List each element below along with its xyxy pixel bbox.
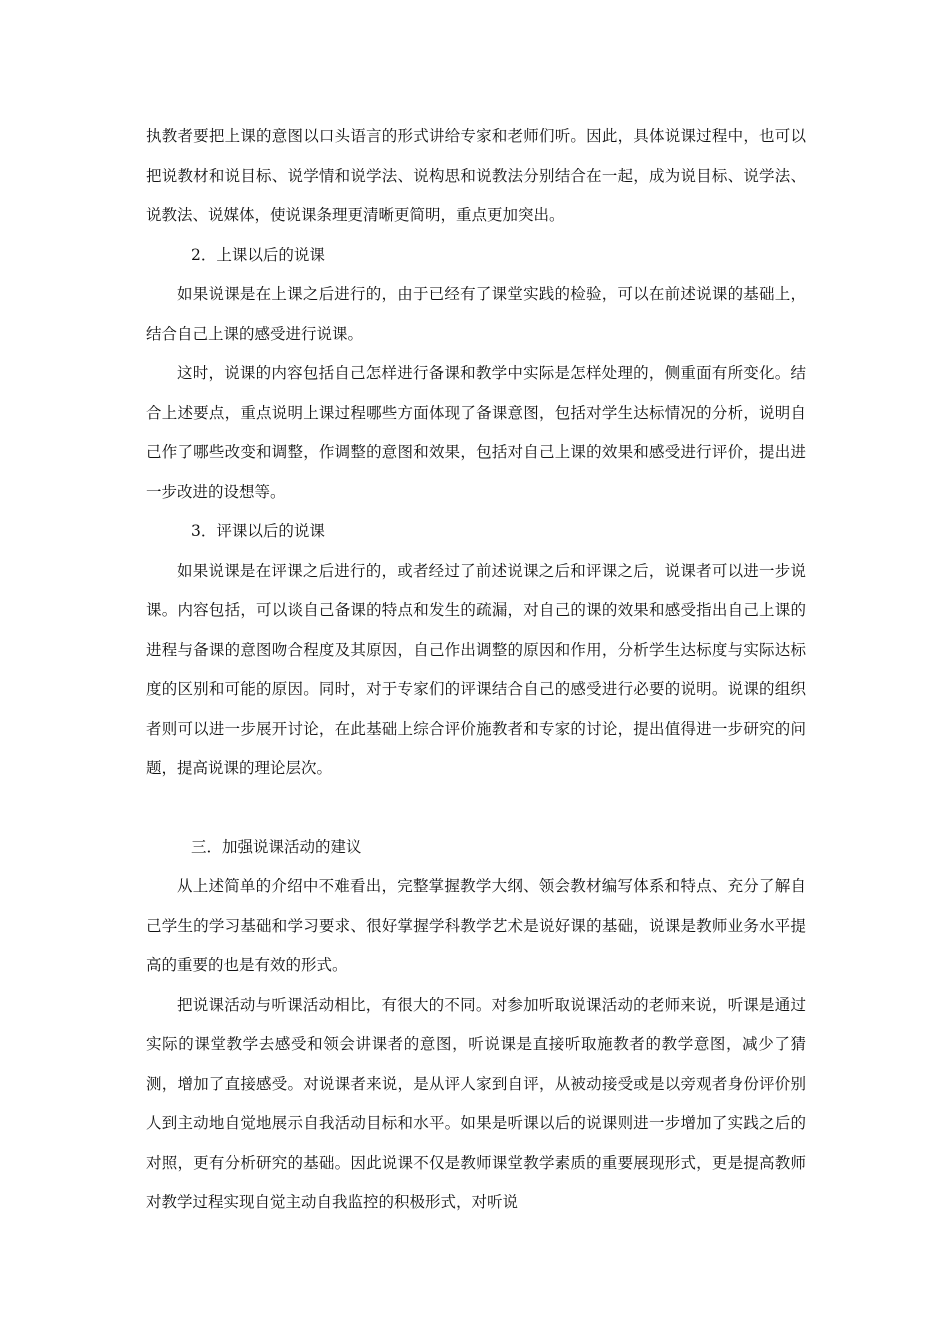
paragraph: 如果说课是在上课之后进行的，由于已经有了课堂实践的检验，可以在前述说课的基础上，结合自己上课的感受进行说课。 [146,285,806,343]
section-heading: 3．评课以后的说课 [191,522,325,540]
paragraph: 执教者要把上课的意图以口头语言的形式讲给专家和老师们听。因此，具体说课过程中，也可以把说教材和说目标、说学情和说学法、说构思和说教法分别结合在一起，成为说目标、说学法、说教法、说媒体，使说课条理更清晰更简明，重点更加突出。 [146,127,806,224]
paragraph-spacer [146,789,806,828]
document-body [146,117,806,1223]
paragraph: 这时，说课的内容包括自己怎样进行备课和教学中实际是怎样处理的，侧重面有所变化。结合上述要点，重点说明上课过程哪些方面体现了备课意图，包括对学生达标情况的分析，说明自己作了哪些改变和调整，作调整的意图和效果，包括对自己上课的效果和感受进行评价，提出进一步改进的设想等。 [146,364,806,501]
section-heading: 2．上课以后的说课 [191,245,325,264]
paragraph: 把说课活动与听课活动相比，有很大的不同。对参加听取说课活动的老师来说，听课是通过实际的课堂教学去感受和领会讲课者的意图，听说课是直接听取施教者的教学意图，减少了猜测，增加了直接感受。对说课者来说，是从评人家到自评，从被动接受或是以旁观者身份评价别人到主动地自觉地展示自我活动目标和水平。如果是听课以后的说课则进一步增加了实践之后的对照，更有分析研究的基础。因此说课不仅是教师课堂教学素质的重要展现形式，更是提高教师对教学过程实现自觉主动自我监控的积极形式，对听说 [146,995,806,1211]
paragraph: 如果说课是在评课之后进行的，或者经过了前述说课之后和评课之后，说课者可以进一步说课。内容包括，可以谈自己备课的特点和发生的疏漏，对自己的课的效果和感受指出自己上课的进程与备课的意图吻合程度及其原因，自己作出调整的原因和作用，分析学生达标度与实际达标度的区别和可能的原因。同时，对于专家们的评课结合自己的感受进行必要的说明。说课的组织者则可以进一步展开讨论，在此基础上综合评价施教者和专家的讨论，提出值得进一步研究的问题，提高说课的理论层次。 [146,561,806,777]
paragraph: 从上述简单的介绍中不难看出，完整掌握教学大纲、领会教材编写体系和特点、充分了解自己学生的学习基础和学习要求、很好掌握学科教学艺术是说好课的基础，说课是教师业务水平提高的重要的也是有效的形式。 [146,877,806,974]
section-heading: 三．加强说课活动的建议 [191,837,362,856]
